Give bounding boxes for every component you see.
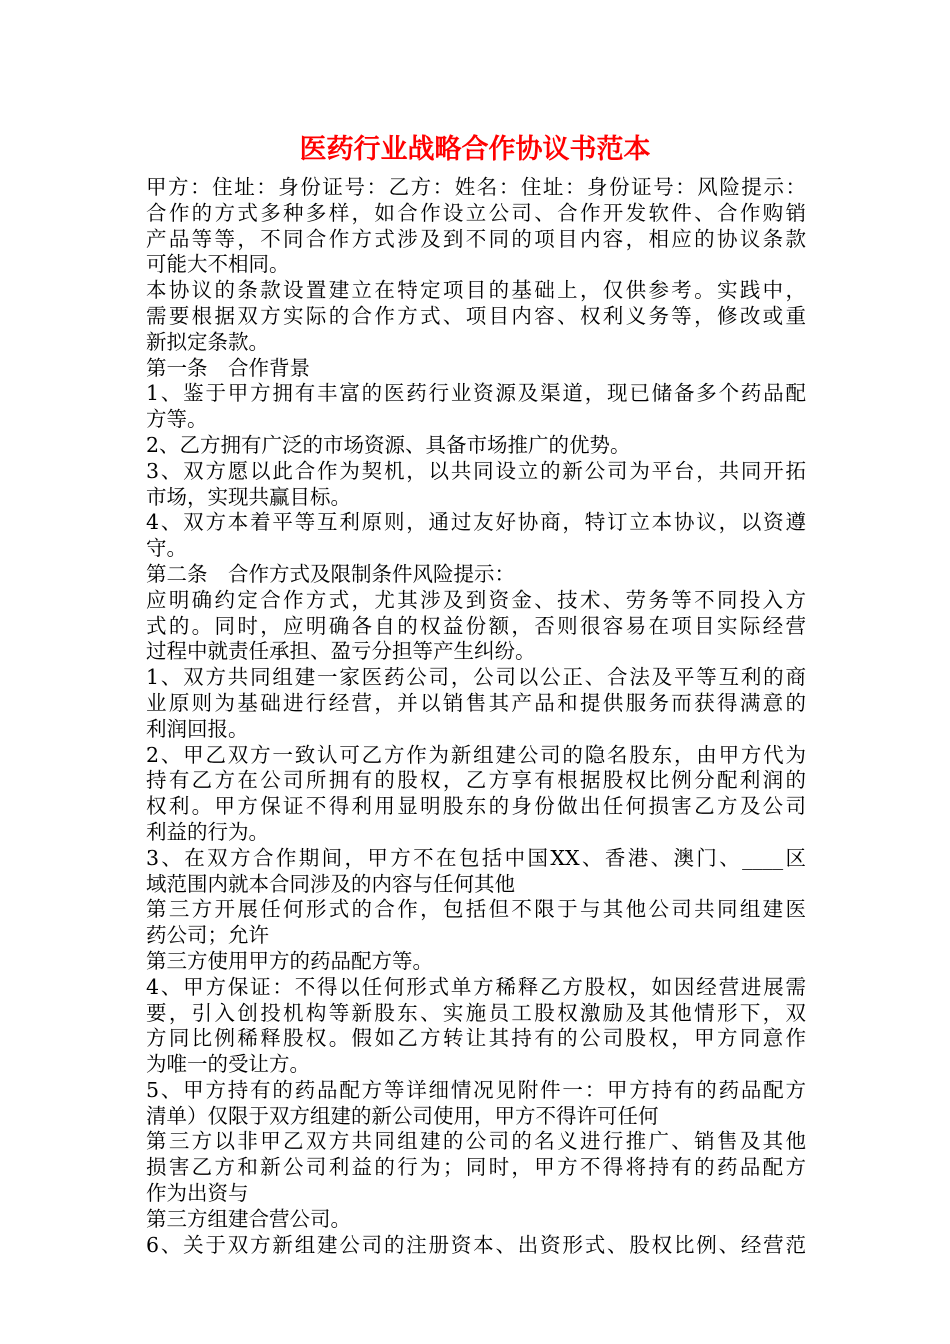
- text-line: 可能大不相同。: [146, 252, 290, 277]
- text-line: 应明确约定合作方式，尤其涉及到资金、技术、劳务等不同投入方: [146, 587, 806, 612]
- text-line: 损害乙方和新公司利益的行为；同时，甲方不得将持有的药品配方: [146, 1155, 806, 1180]
- text-line: 权利。甲方保证不得利用显明股东的身份做出任何损害乙方及公司: [146, 794, 806, 819]
- document-title: 医药行业战略合作协议书范本: [299, 134, 651, 165]
- text-line: 作为出资与: [146, 1181, 249, 1206]
- text-line: 1、鉴于甲方拥有丰富的医药行业资源及渠道，现已储备多个药品配: [146, 381, 806, 406]
- text-line: 第三方开展任何形式的合作，包括但不限于与其他公司共同组建医: [146, 897, 806, 922]
- text-line: 3、双方愿以此合作为契机，以共同设立的新公司为平台，共同开拓: [146, 458, 806, 483]
- text-line: 需要根据双方实际的合作方式、项目内容、权利义务等，修改或重: [146, 303, 806, 328]
- text-line: 药公司；允许: [146, 923, 269, 948]
- text-line: 第三方以非甲乙双方共同组建的公司的名义进行推广、销售及其他: [146, 1129, 806, 1154]
- text-line: 业原则为基础进行经营，并以销售其产品和提供服务而获得满意的: [146, 690, 806, 715]
- text-line: 4、双方本着平等互利原则，通过友好协商，特订立本协议，以资遵: [146, 510, 806, 535]
- text-line: 5、甲方持有的药品配方等详细情况见附件一：甲方持有的药品配方: [146, 1077, 806, 1102]
- text-line: 第三方组建合营公司。: [146, 1206, 351, 1231]
- text-line: 式的。同时，应明确各自的权益份额，否则很容易在项目实际经营: [146, 613, 806, 638]
- text-line: 本协议的条款设置建立在特定项目的基础上，仅供参考。实践中，: [146, 278, 806, 303]
- text-line: 利益的行为。: [146, 819, 269, 844]
- text-line: 3、在双方合作期间，甲方不在包括中国XX、香港、澳门、____区: [146, 845, 806, 870]
- text-line: 4、甲方保证：不得以任何形式单方稀释乙方股权，如因经营进展需: [146, 974, 806, 999]
- text-line: 产品等等，不同合作方式涉及到不同的项目内容，相应的协议条款: [146, 226, 806, 251]
- text-line: 2、乙方拥有广泛的市场资源、具备市场推广的优势。: [146, 432, 631, 457]
- text-line: 为唯一的受让方。: [146, 1052, 310, 1077]
- text-line: 市场，实现共赢目标。: [146, 484, 351, 509]
- text-line: 新拟定条款。: [146, 329, 269, 354]
- document-body: [146, 175, 806, 1258]
- text-line: 利润回报。: [146, 716, 249, 741]
- text-line: 守。: [146, 536, 187, 561]
- text-line: 合作的方式多种多样，如合作设立公司、合作开发软件、合作购销: [146, 200, 806, 225]
- text-line: 1、双方共同组建一家医药公司，公司以公正、合法及平等互利的商: [146, 665, 806, 690]
- text-line: 清单）仅限于双方组建的新公司使用，甲方不得许可任何: [146, 1103, 659, 1128]
- text-line: 持有乙方在公司所拥有的股权，乙方享有根据股权比例分配利润的: [146, 768, 806, 793]
- section-heading: 第一条 合作背景: [146, 355, 310, 380]
- text-line: 甲方：住址：身份证号：乙方：姓名：住址：身份证号：风险提示：: [146, 175, 806, 199]
- text-line: 要，引入创投机构等新股东、实施员工股权激励及其他情形下，双: [146, 1000, 806, 1025]
- text-line: 过程中就责任承担、盈亏分担等产生纠纷。: [146, 639, 536, 664]
- text-line: 方同比例稀释股权。假如乙方转让其持有的公司股权，甲方同意作: [146, 1026, 806, 1051]
- text-line: 2、甲乙双方一致认可乙方作为新组建公司的隐名股东，由甲方代为: [146, 742, 806, 767]
- text-line: 6、关于双方新组建公司的注册资本、出资形式、股权比例、经营范: [146, 1232, 806, 1257]
- text-line: 域范围内就本合同涉及的内容与任何其他: [146, 871, 515, 896]
- text-line: 第三方使用甲方的药品配方等。: [146, 948, 433, 973]
- text-line: 方等。: [146, 407, 208, 432]
- section-heading: 第二条 合作方式及限制条件风险提示：: [146, 561, 515, 586]
